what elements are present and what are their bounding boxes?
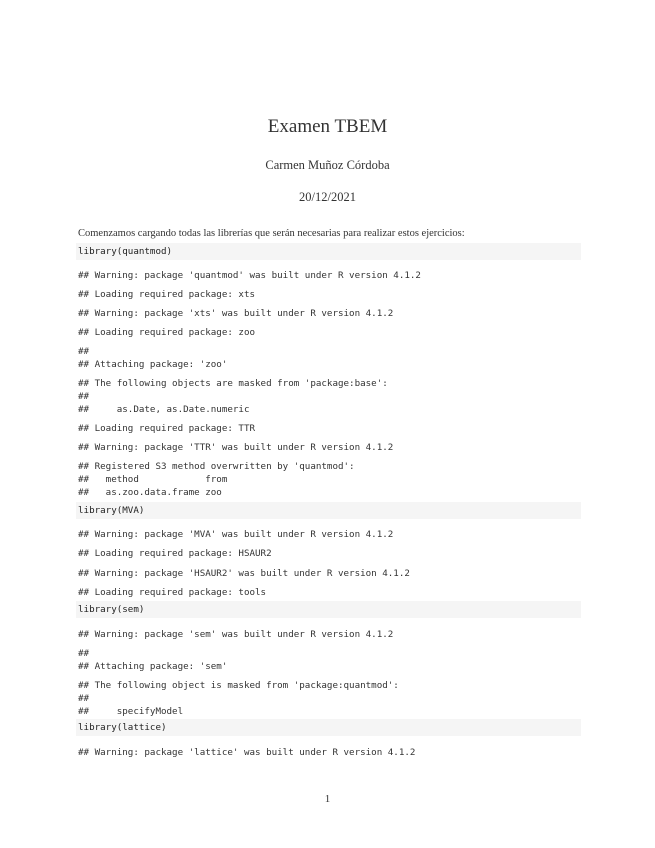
output-block: ## Registered S3 method overwritten by 'quantmod': ## method from ## as.zoo.data.frame zoo: [78, 461, 355, 498]
code-chunk-mva: library(MVA): [76, 502, 581, 519]
intro-paragraph: Comenzamos cargando todas las librerías que serán necesarias para realizar estos ejercicios:: [78, 228, 465, 239]
output-line: ## Warning: package 'TTR' was built under R version 4.1.2: [78, 442, 394, 453]
output-line: ## Warning: package 'xts' was built under R version 4.1.2: [78, 308, 394, 319]
document-author: Carmen Muñoz Córdoba: [265, 158, 390, 172]
output-line: ## Loading required package: zoo: [78, 327, 256, 338]
output-line: ## Warning: package 'MVA' was built under R version 4.1.2: [78, 529, 394, 540]
page-number: 1: [324, 793, 331, 805]
output-line: ## Warning: package 'quantmod' was built under R version 4.1.2: [78, 270, 421, 281]
document-date: 20/12/2021: [299, 190, 356, 204]
output-line: ## Warning: package 'lattice' was built under R version 4.1.2: [78, 747, 416, 758]
document-title: Examen TBEM: [267, 116, 388, 137]
output-line: ## Warning: package 'HSAUR2' was built under R version 4.1.2: [78, 568, 410, 579]
code-chunk-lattice: library(lattice): [76, 719, 581, 736]
output-block: ## The following object is masked from 'package:quantmod': ## ## specifyModel: [78, 680, 399, 717]
output-block: ## ## Attaching package: 'zoo': [78, 346, 228, 370]
code-chunk-quantmod: library(quantmod): [76, 243, 581, 260]
output-block: ## The following objects are masked from 'package:base': ## ## as.Date, as.Date.numeric: [78, 378, 388, 415]
output-block: ## ## Attaching package: 'sem': [78, 648, 228, 672]
output-line: ## Loading required package: xts: [78, 289, 256, 300]
output-line: ## Loading required package: tools: [78, 587, 267, 598]
code-chunk-sem: library(sem): [76, 601, 581, 618]
output-line: ## Loading required package: HSAUR2: [78, 548, 272, 559]
output-line: ## Warning: package 'sem' was built under R version 4.1.2: [78, 629, 394, 640]
output-line: ## Loading required package: TTR: [78, 423, 256, 434]
